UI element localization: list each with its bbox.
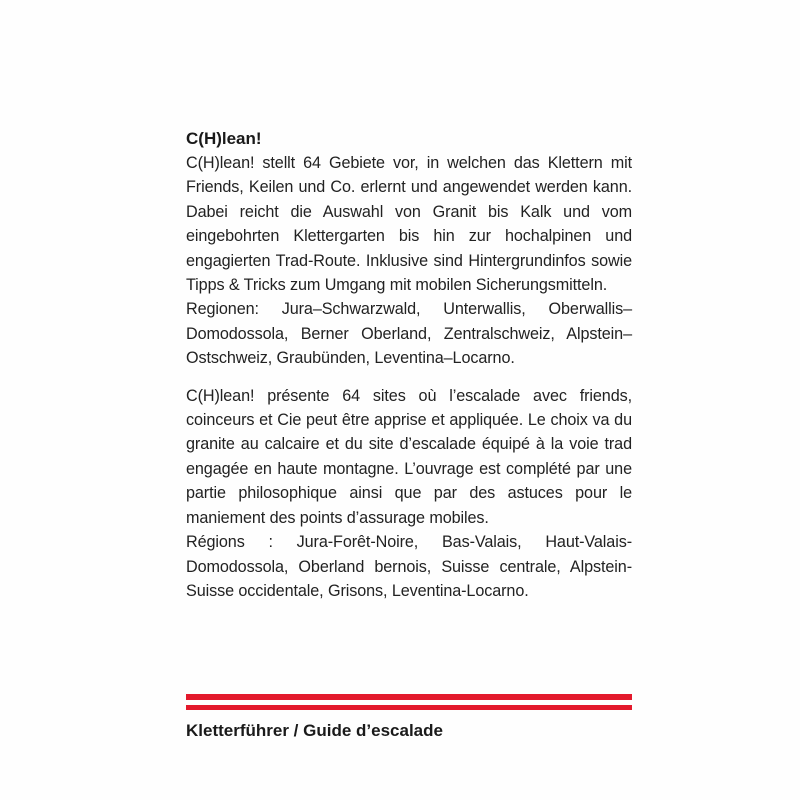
book-title: C(H)lean! (186, 129, 262, 148)
red-stripe-bottom (186, 705, 632, 710)
german-regions: Regionen: Jura–Schwarzwald, Unterwallis, Oberwallis–Domodossola, Berner Oberland, Zentralschweiz, Alpstein–Ostschweiz, Graubünden, Leventina–Locarno. (186, 300, 632, 368)
french-description: C(H)lean! présente 64 sites où l’escalade avec friends, coinceurs et Cie peut être apprise et appliquée. Le choix va du granite au calcaire et du site d’escalade équipé à la voie trad engagée en haute montagne. L’ouvrage est complété par une partie philosophique ainsi que par des astuces pour le maniement des points d’assurage mobiles. (186, 386, 632, 527)
footer-category-label: Kletterführer / Guide d’escalade (186, 721, 443, 740)
description-block (186, 127, 632, 603)
german-description: C(H)lean! stellt 64 Gebiete vor, in welchen das Klettern mit Friends, Keilen und Co. erlernt und angewendet werden kann. Dabei reicht die Auswahl von Granit bis Kalk und vom eingebohrten Klettergarten bis hin zur hochalpinen und engagierten Trad-Route. Inklusive sind Hintergrundinfos sowie Tipps & Tricks zum Umgang mit mobilen Sicherungsmitteln. (186, 154, 632, 295)
french-regions: Régions : Jura-Forêt-Noire, Bas-Valais, Haut-Valais-Domodossola, Oberland bernois, Suisse centrale, Alpstein-Suisse occidentale, Grisons, Leventina-Locarno. (186, 533, 632, 600)
red-stripe-top (186, 694, 632, 700)
